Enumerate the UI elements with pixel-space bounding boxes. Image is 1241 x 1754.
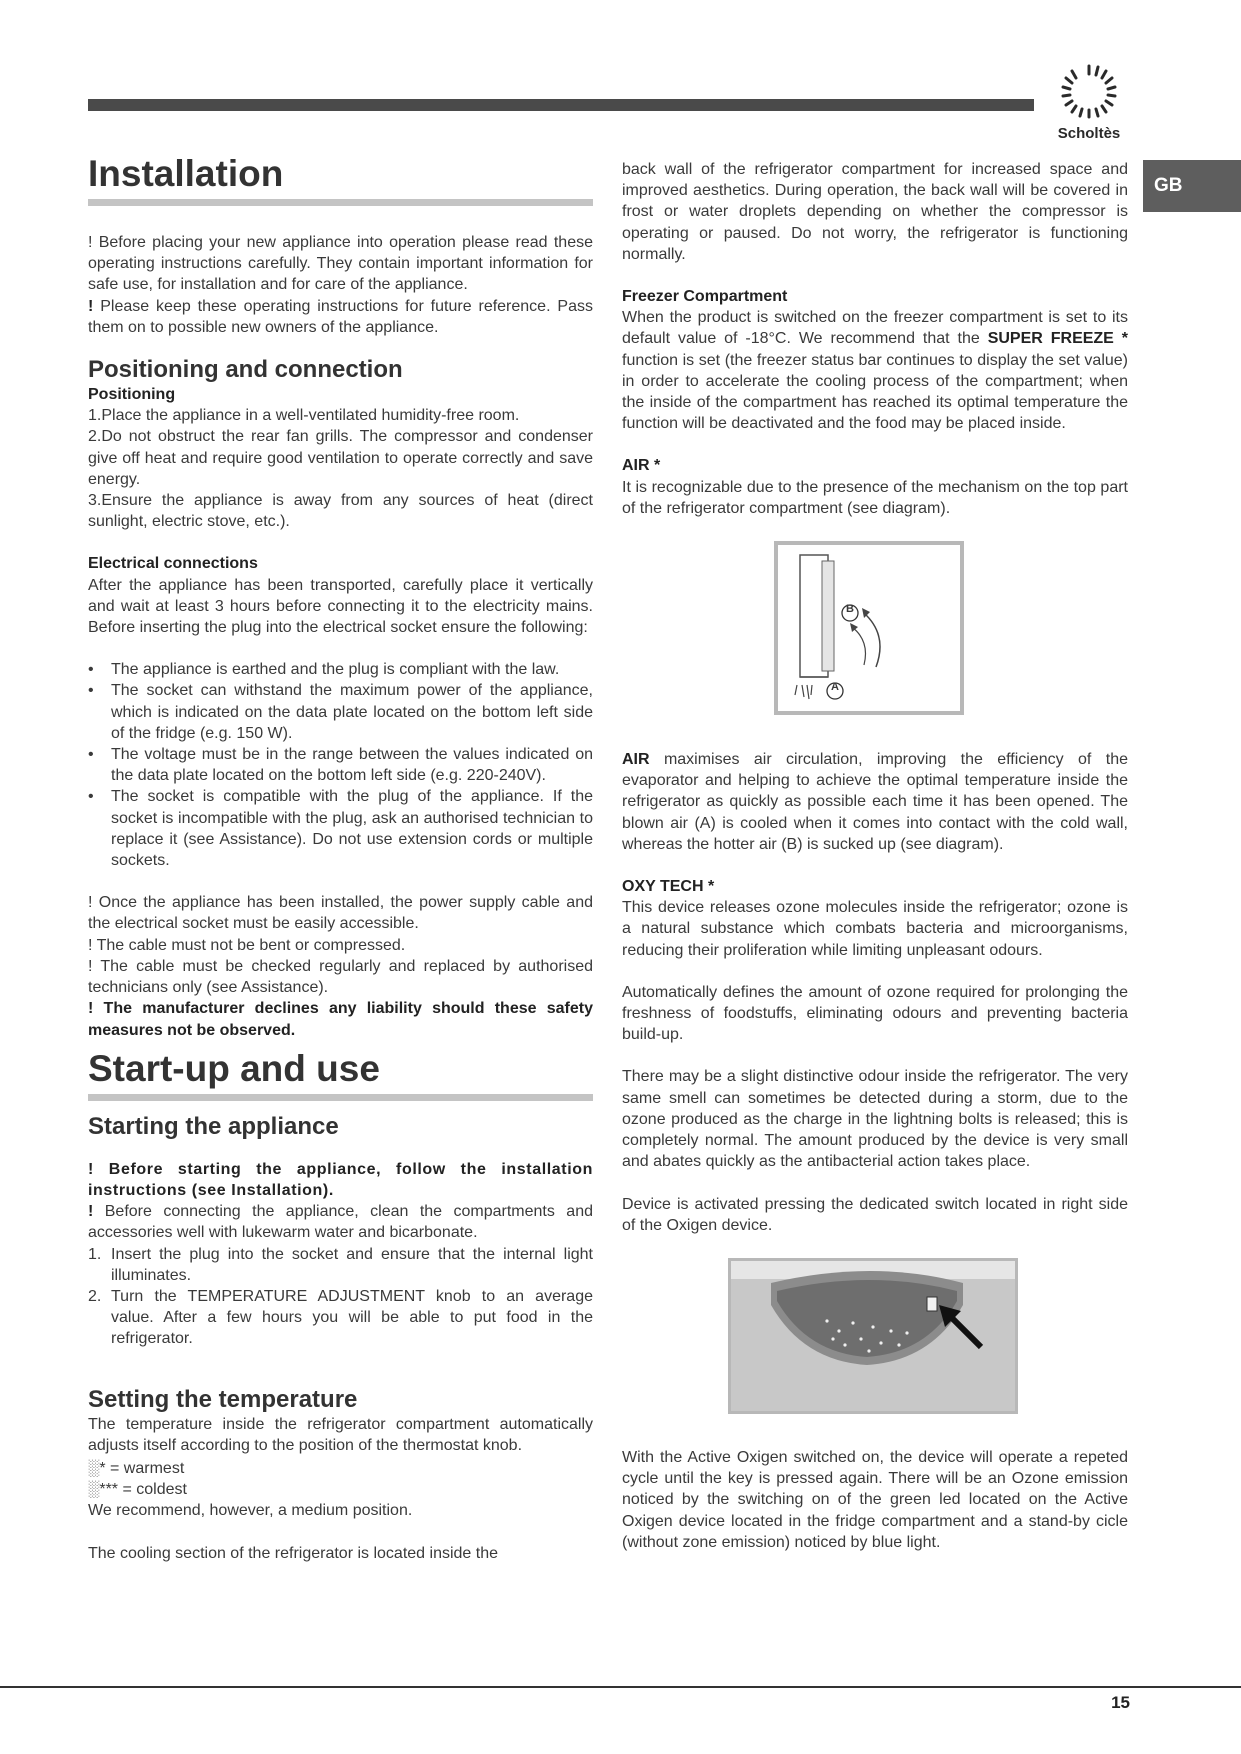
subheading-air: AIR * <box>622 457 661 475</box>
super-freeze-label: SUPER FREEZE * <box>987 330 1129 348</box>
air-text: maximises air circulation, improving the efficiency of the evaporator and helping to achieve the optimal temperature inside the refrigerator as quickly as possible each time it has been opened. The blown air (A) is cooled when it comes into contact with the cold wall, whereas the hotter air (B) is sucked up (see diagram). <box>622 751 1128 853</box>
left-column <box>88 152 593 1564</box>
positioning-step-2: 2.Do not obstruct the rear fan grills. The compressor and condenser give off heat and require good ventilation to operate correctly and save energy. <box>88 428 593 488</box>
warning-liability: ! The manufacturer declines any liability should these safety measures not be observed. <box>88 1000 593 1039</box>
warmest-text: * = warmest <box>99 1459 185 1477</box>
step-number: 1. <box>88 1245 102 1263</box>
right-column <box>622 159 1128 1553</box>
section-title-installation: Installation <box>88 152 593 206</box>
list-item <box>88 1286 593 1350</box>
subheading-oxy-tech: OXY TECH * <box>622 878 715 896</box>
intro-text-2: Please keep these operating instructions for future reference. Pass them on to possible new owners of the appliance. <box>88 297 593 336</box>
oxygen-device-icon <box>731 1261 1015 1411</box>
footer-rule <box>0 1686 1241 1688</box>
recommend-text: We recommend, however, a medium position. <box>88 1502 413 1520</box>
oxy-paragraph-3: There may be a slight distinctive odour inside the refrigerator. The very same smell can sometimes be detected during a storm, due to the ozone produced as the charge in the lightning bolts is released; this is completely normal. The amount produced by the device is very small and abates quickly as the antibacterial action takes place. <box>622 1068 1128 1171</box>
coldest-text: *** = coldest <box>99 1481 187 1499</box>
list-item: • The socket can withstand the maximum power of the appliance, which is indicated on the data plate located on the bottom left side of the fridge (e.g. 150 W). <box>88 680 593 744</box>
intro-paragraph-2 <box>88 296 593 338</box>
page-number: 15 <box>1111 1693 1130 1712</box>
diagram-label-b: B <box>846 603 854 616</box>
freezer-paragraph <box>622 307 1128 434</box>
air-intro: It is recognizable due to the presence of the mechanism on the top part of the refrigerator compartment (see diagram). <box>622 478 1128 517</box>
step-text: Turn the TEMPERATURE ADJUSTMENT knob to an average value. After a few hours you will be able to put food in the refrigerator. <box>111 1287 593 1348</box>
electrical-intro: After the appliance has been transported, carefully place it vertically and wait at least 3 hours before connecting it to the electricity mains. Before inserting the plug into the electrical socket ensure the following: <box>88 576 593 637</box>
warning-mark: ! <box>88 297 94 315</box>
warning-mark: ! <box>88 1203 94 1221</box>
list-item: • The voltage must be in the range between the values indicated on the data plate located on the bottom left side (e.g. 220-240V). <box>88 744 593 786</box>
section-title-startup: Start-up and use <box>88 1047 593 1101</box>
subheading-positioning: Positioning <box>88 386 176 404</box>
header-rule <box>88 99 1034 111</box>
warning-cable-check: ! The cable must be checked regularly and replaced by authorised technicians only (see Assistance). <box>88 957 593 997</box>
air-flow-diagram-icon <box>778 545 960 711</box>
coldest-line <box>88 1479 593 1500</box>
oxy-paragraph-1: This device releases ozone molecules inside the refrigerator; ozone is a natural substance which combats bacteria and microorganisms, reducing their proliferation while limiting unpleasant odours. <box>622 899 1128 959</box>
freezer-text-b: function is set (the freezer status bar continues to display the set value) in order to accelerate the cooling process of the compartment; when the inside of the compartment has reached its optimal temperature the function will be deactivated and the food may be placed inside. <box>622 351 1128 433</box>
language-tab: GB <box>1143 160 1241 212</box>
positioning-step-1: 1.Place the appliance in a well-ventilated humidity-free room. <box>88 407 520 425</box>
oxygen-device-photo <box>728 1258 1018 1414</box>
step-text: Insert the plug into the socket and ensure that the internal light illuminates. <box>111 1245 593 1284</box>
oxy-paragraph-2: Automatically defines the amount of ozone required for prolonging the freshness of foodstuffs, eliminating odours and preventing bacteria build-up. <box>622 983 1128 1044</box>
oxy-paragraph-5: With the Active Oxigen switched on, the device will operate a repeted cycle until the key is pressed again. There will be an Ozone emission noticed by the switching on of the green led located on the Active Oxigen device located in the fridge compartment and a stand-by cicle (without zone emission) noticed by blue light. <box>622 1448 1128 1551</box>
air-paragraph <box>622 749 1128 855</box>
electrical-checklist <box>88 659 593 871</box>
air-diagram <box>774 541 964 715</box>
thermometer-icon: ░ <box>88 1459 100 1477</box>
start-warning: ! Before starting the appliance, follow the installation instructions (see Installation). <box>88 1160 593 1199</box>
thermometer-icon: ░ <box>88 1481 100 1499</box>
continuation-paragraph: back wall of the refrigerator compartment for increased space and improved aesthetics. During operation, the back wall will be covered in frost or water droplets depending on whether the compressor is operating or paused. Do not worry, the refrigerator is functioning normally. <box>622 161 1128 263</box>
list-item: • The appliance is earthed and the plug is compliant with the law. <box>88 659 593 680</box>
heading-positioning-connection: Positioning and connection <box>88 356 403 384</box>
start-note-text: Before connecting the appliance, clean the compartments and accessories well with lukewarm water and bicarbonate. <box>88 1203 593 1242</box>
cooling-text: The cooling section of the refrigerator is located inside the <box>88 1544 499 1562</box>
list-item <box>88 1244 593 1286</box>
warning-cable-bent: ! The cable must not be bent or compressed. <box>88 936 406 954</box>
subheading-electrical: Electrical connections <box>88 555 258 573</box>
warning-accessible: ! Once the appliance has been installed, the power supply cable and the electrical socket must be easily accessible. <box>88 894 593 933</box>
brand-name: Scholtès <box>1057 125 1121 142</box>
step-number: 2. <box>88 1287 102 1305</box>
heading-setting-temperature: Setting the temperature <box>88 1385 358 1413</box>
air-label: AIR <box>622 751 650 769</box>
warmest-line <box>88 1458 593 1479</box>
start-steps <box>88 1244 593 1350</box>
setting-text: The temperature inside the refrigerator compartment automatically adjusts itself according to the position of the thermostat knob. <box>88 1415 593 1454</box>
freezer-text-a: When the product is switched on the freezer compartment is set to its default value of -18°C. We recommend that the <box>622 309 1128 348</box>
oxy-paragraph-4: Device is activated pressing the dedicated switch located in right side of the Oxigen device. <box>622 1195 1128 1234</box>
diagram-label-a: A <box>831 681 839 694</box>
list-item: • The socket is compatible with the plug of the appliance. If the socket is incompatible with the plug, ask an authorised technician to replace it (see Assistance). Do not use extension cords or multiple sockets. <box>88 786 593 871</box>
heading-starting: Starting the appliance <box>88 1112 339 1140</box>
subheading-freezer: Freezer Compartment <box>622 288 788 306</box>
positioning-step-3: 3.Ensure the appliance is away from any sources of heat (direct sunlight, electric stove, etc.). <box>88 492 593 531</box>
start-note <box>88 1201 593 1243</box>
intro-paragraph: ! Before placing your new appliance into operation please read these operating instructions carefully. They contain important information for safe use, for installation and for care of the appliance. <box>88 234 593 294</box>
